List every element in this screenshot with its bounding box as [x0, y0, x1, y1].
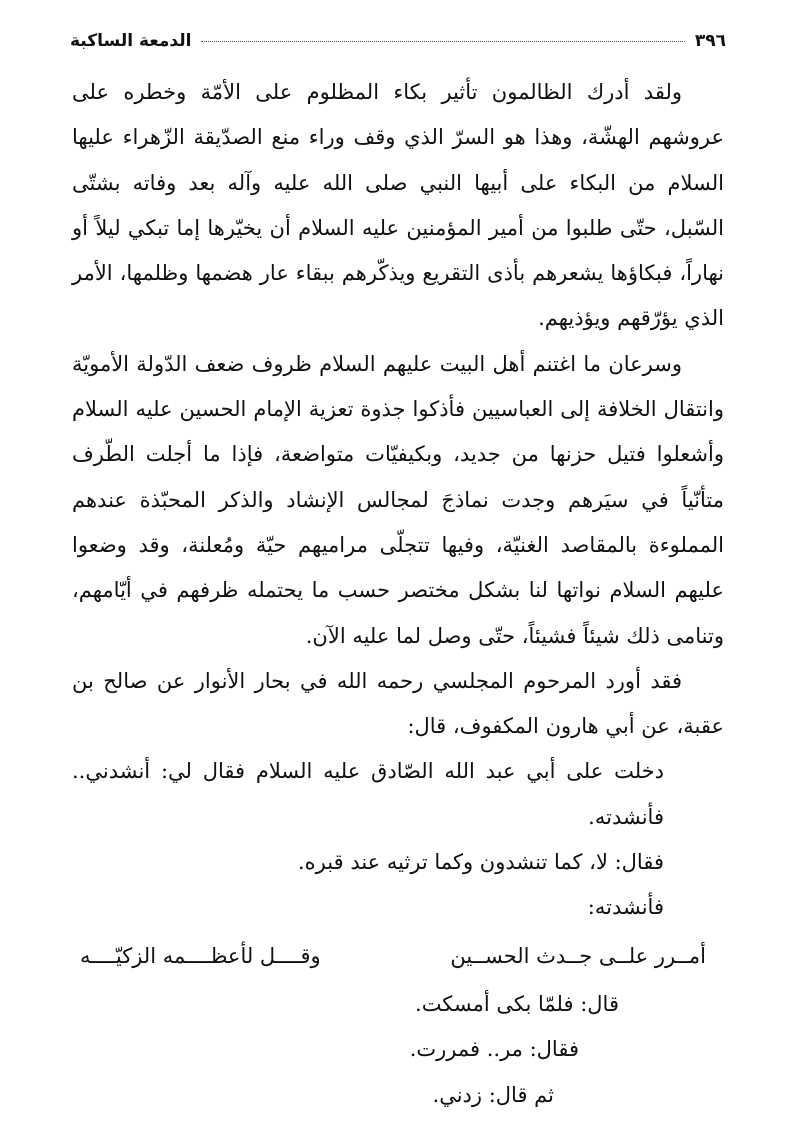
- narration-line-6: ثم قال: زدني.: [432, 1082, 554, 1107]
- narration-line-2: فقال: لا، كما تنشدون وكما ترثيه عند قبره.: [298, 850, 664, 875]
- narration-line-3: فأنشدته:: [587, 895, 664, 920]
- verse-second-hemistich: وقــــل لأعظــــمه الزكيّــــه: [80, 943, 321, 968]
- page-body: [72, 70, 724, 1118]
- running-header: [70, 28, 726, 54]
- paragraph-3: فقد أورد المرحوم المجلسي رحمه الله في بحار الأنوار عن صالح بن عقبة، عن أبي هارون المكفوف، قال:: [72, 668, 724, 739]
- paragraph-1: ولقد أدرك الظالمون تأثير بكاء المظلوم على الأمّة وخطره على عروشهم الهشّة، وهذا هو السرّ الذي وقف وراء منع الصدّيقة الزّهراء عليها السلام من البكاء على أبيها النبي صلى الله عليه وآله بعد وفاته بشتّى السّبل، حتّى طلبوا من أمير المؤمنين عليه السلام أن يخيّرها إما تبكي ليلاً أو نهاراً، فبكاؤها يشعرهم بأذى التقريع ويذكّرهم ببقاء عار هضمها وظلمها، الأمر الذي يؤرّقهم ويؤذيهم.: [72, 80, 724, 331]
- paragraph-2: وسرعان ما اغتنم أهل البيت عليهم السلام ظروف ضعف الدّولة الأمويّة وانتقال الخلافة إلى العباسيين فأذكوا جذوة تعزية الإمام الحسين عليه السلام وأشعلوا فتيل حزنها من جديد، وبكيفيّات متواضعة، فإذا ما أجلت الطّرف متأنّياً في سيَرهم وجدت نماذجَ لمجالس الإنشاد والذكر المحبّذة عندهم المملوءة بالمقاصد الغنيّة، وفيها تتجلّى مراميهم حيّة ومُعلنة، وقد وضعوا عليهم السلام نواتها لنا بشكل مختصر حسب ما يحتمله ظرفهم في أيّامهم، وتنامى ذلك شيئاً فشيئاً، حتّى وصل لما عليه الآن.: [72, 351, 724, 648]
- narration-line-4: قال: فلمّا بكى أمسكت.: [415, 991, 619, 1016]
- narration-line-5: فقال: مر.. فمررت.: [409, 1037, 579, 1062]
- page-number: ٣٩٦: [694, 31, 726, 51]
- book-title: الدمعة الساكبة: [70, 31, 192, 51]
- poetry-verse: [72, 934, 724, 979]
- verse-first-hemistich: أمــرر علــى جــدث الحســين: [450, 943, 706, 968]
- narration-line-1: دخلت على أبي عبد الله الصّادق عليه السلام فقال لي: أنشدني.. فأنشدته.: [72, 759, 664, 829]
- header-leader-dots: [201, 41, 684, 42]
